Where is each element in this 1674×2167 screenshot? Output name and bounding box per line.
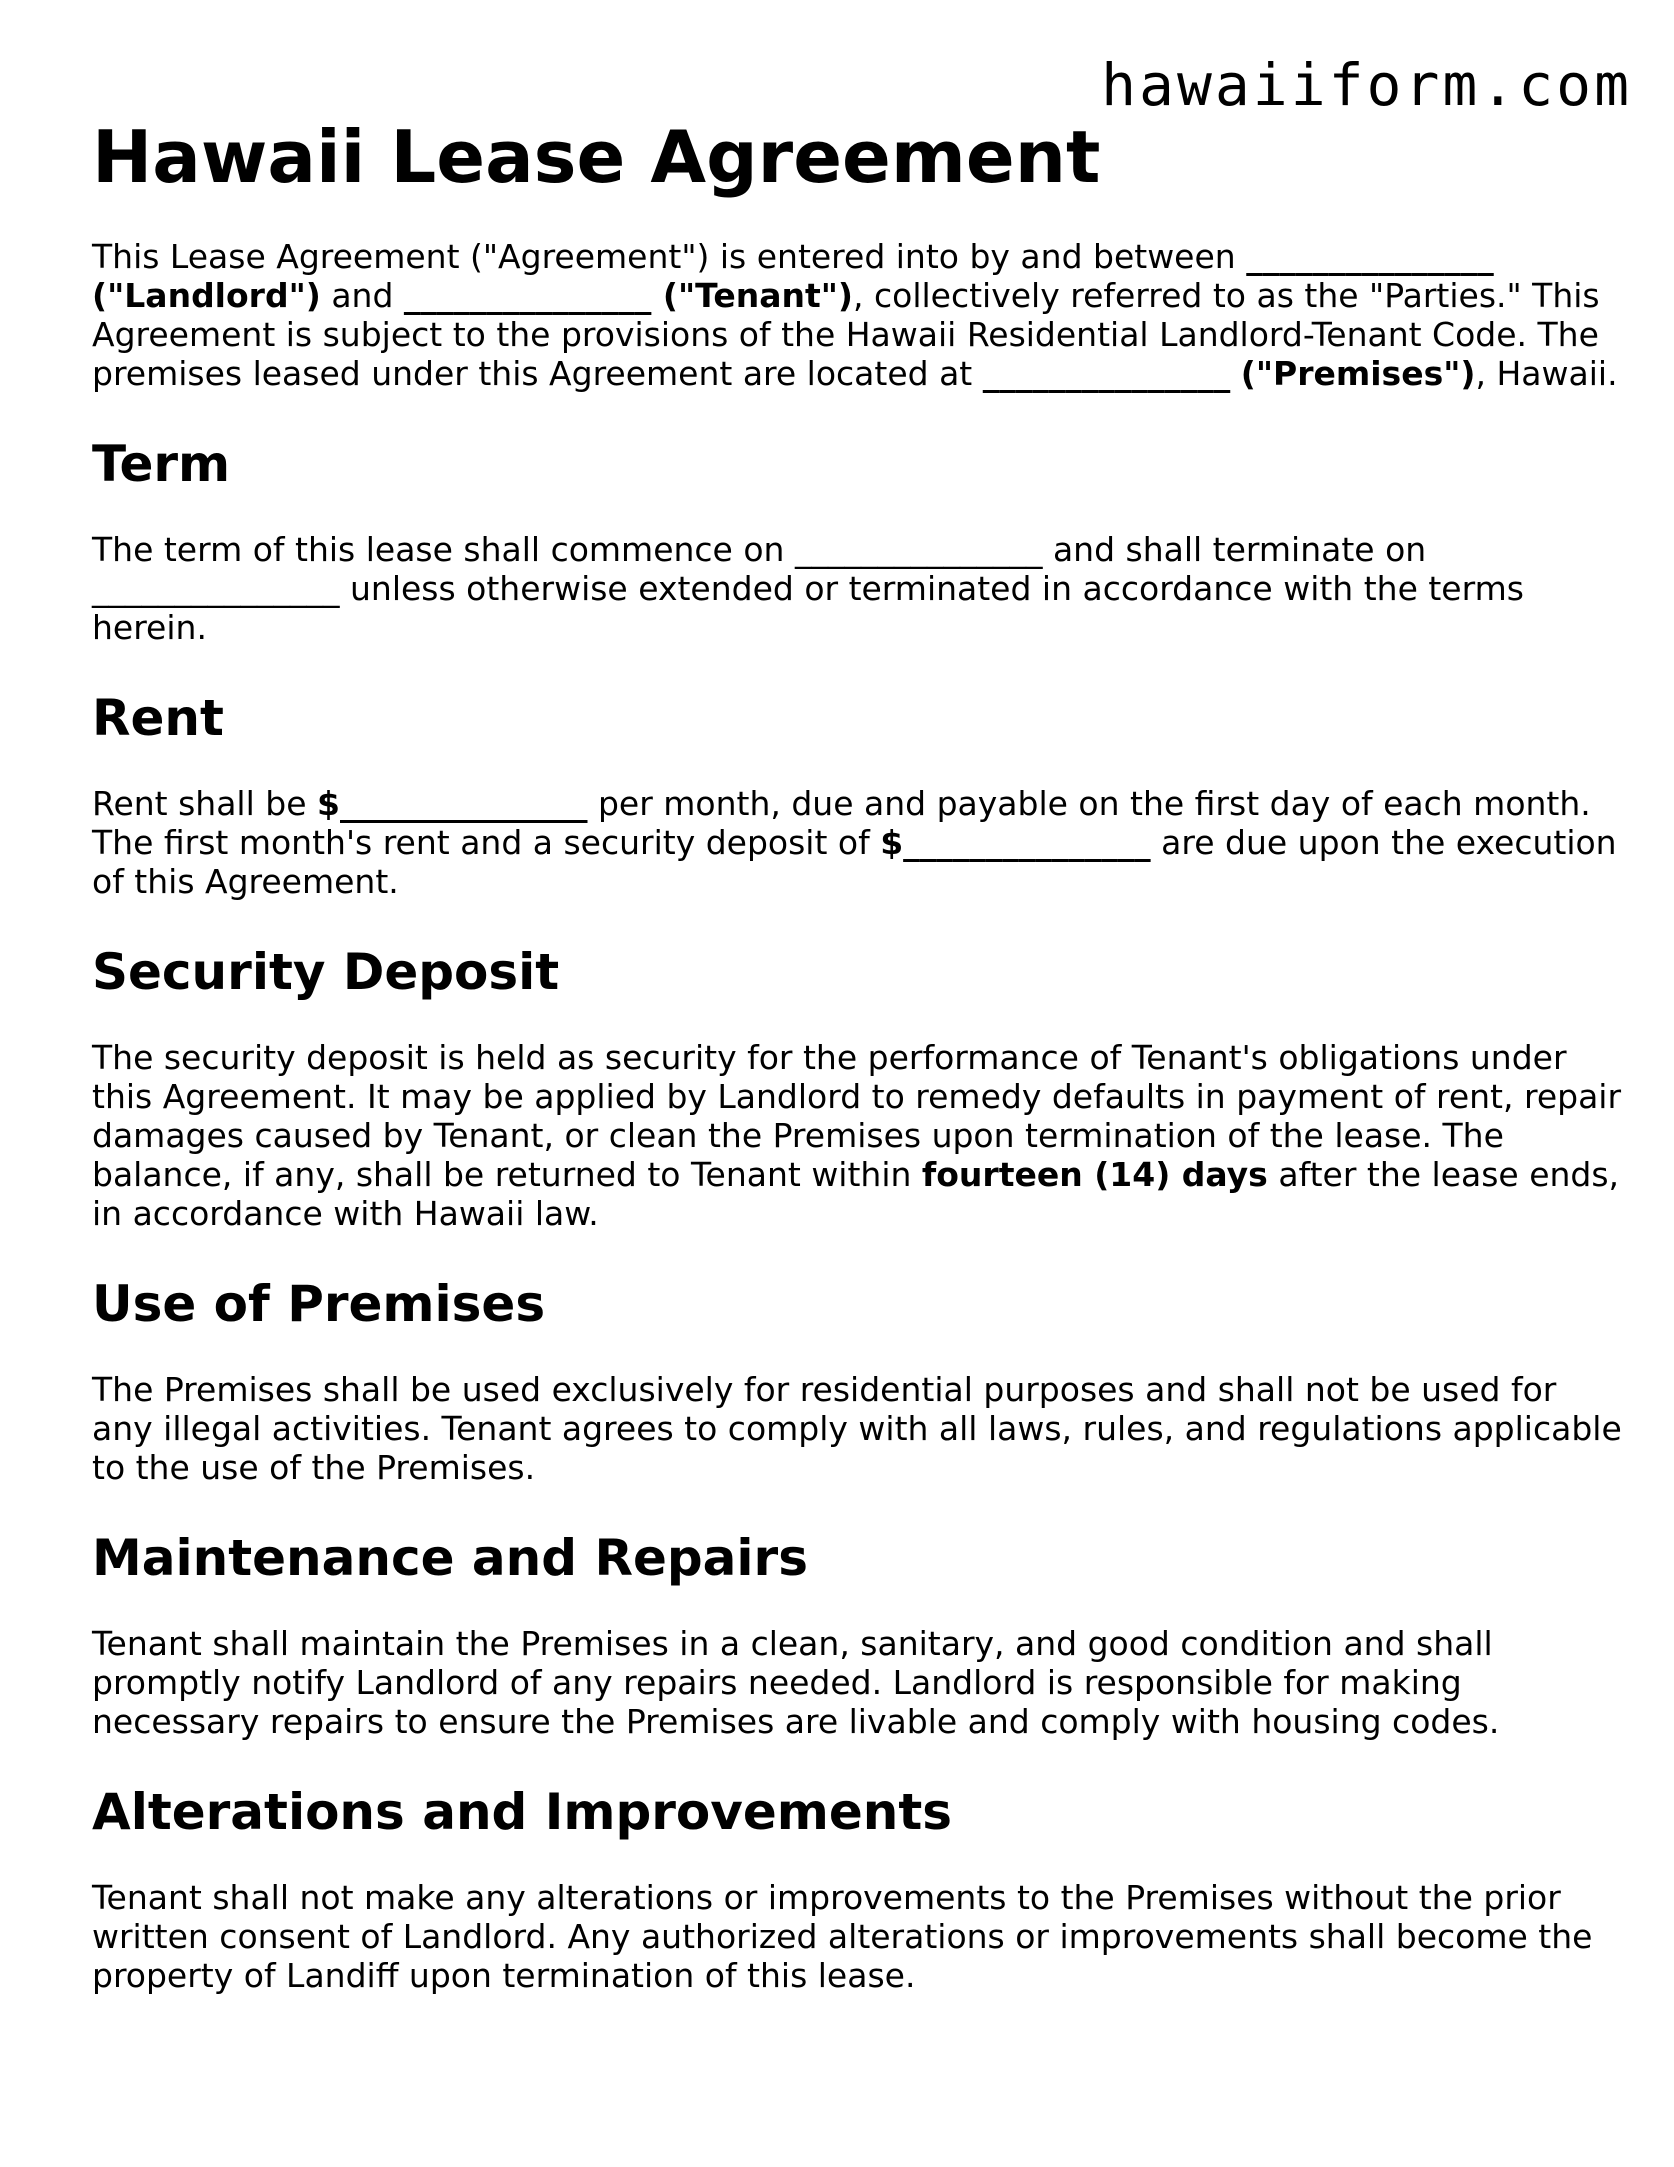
term-paragraph [92,530,1622,647]
alterations-paragraph: Tenant shall not make any alterations or improvements to the Premises without the prior written consent of Landlord. Any authorized alterations or improvements shall become the property of Landiff upon termination of this lease. [92,1878,1593,1996]
deposit-text-2: after the lease ends, in accordance with Hawaii law. [92,1155,1620,1234]
rent-paragraph [92,784,1622,901]
intro-text-4: , Hawaii. [1475,354,1618,394]
term-text-3: unless otherwise extended or terminated in accordance with the terms herein. [92,569,1524,648]
watermark: hawaiiform.com [1101,51,1632,119]
rent-amount-blank: $_______________ [317,784,588,824]
tenant-name-blank: _______________ [403,276,652,316]
intro-text-1: This Lease Agreement ("Agreement") is entered into by and between [92,237,1247,277]
alterations-heading: Alterations and Improvements [92,1783,953,1842]
document-page [92,115,1622,2039]
term-heading: Term [92,435,231,494]
maintenance-heading: Maintenance and Repairs [92,1529,808,1588]
use-of-premises-heading: Use of Premises [92,1275,546,1334]
term-end-blank: _______________ [92,569,340,609]
rent-text-1: Rent shall be [92,784,317,824]
landlord-label: ("Landlord") [92,276,321,316]
deposit-text-1: The security deposit is held as security for the performance of Tenant's obligations under this Agreement. It may be applied by Landlord to remedy defaults in payment of rent, repair damages caused by Tenant, or clean the Premises upon termination of the lease. The balance, if any, shall be returned to Tenant within [92,1038,1622,1195]
intro-text-2: and [320,276,404,316]
term-start-blank: _______________ [794,530,1043,570]
rent-text-3: are due upon the execution of this Agreement. [92,823,1617,902]
use-of-premises-paragraph: The Premises shall be used exclusively for residential purposes and shall not be used for any illegal activities. Tenant agrees to comply with all laws, rules, and regulations applicable to the use of the Premises. [92,1370,1622,1488]
maintenance-paragraph: Tenant shall maintain the Premises in a clean, sanitary, and good condition and shall promptly notify Landlord of any repairs needed. Landlord is responsible for making necessary repairs to ensure the Premises are livable and comply with housing codes. [92,1624,1500,1742]
premises-label: ("Premises") [1240,354,1476,394]
document-title: Hawaii Lease Agreement [92,115,1101,199]
deposit-return-days: fourteen (14) days [921,1155,1268,1195]
security-deposit-paragraph [92,1038,1622,1233]
intro-paragraph [92,237,1622,393]
term-text-1: The term of this lease shall commence on [92,530,795,570]
landlord-name-blank: _______________ [1246,237,1494,277]
rent-text-2: per month, due and payable on the first day of each month. The first month's rent and a security deposit of [92,784,1591,863]
premises-address-blank: _______________ [982,354,1231,394]
rent-heading: Rent [92,689,224,748]
tenant-label: ("Tenant") [651,276,853,316]
security-deposit-heading: Security Deposit [92,943,560,1002]
deposit-amount-blank: $_______________ [880,823,1151,863]
intro-text-3: , collectively referred to as the "Parties." This Agreement is subject to the provisions of the Hawaii Residential Landlord-Tenant Code. The premises leased under this Agreement are located at [92,276,1600,394]
term-text-2: and shall terminate on [1042,530,1427,570]
